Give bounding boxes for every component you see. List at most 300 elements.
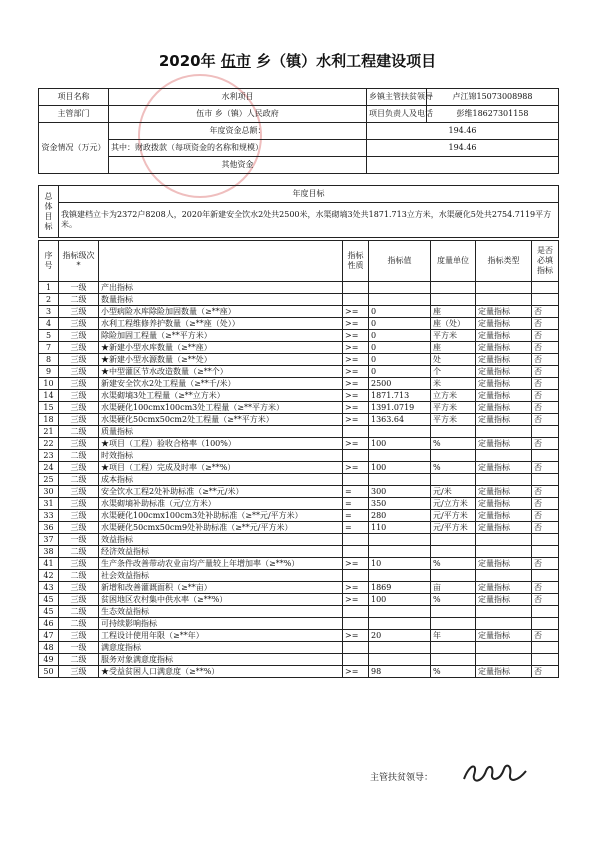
- dept-label: 主管部门: [39, 106, 109, 123]
- row-nature: >=: [343, 306, 369, 318]
- row-seq: 10: [39, 378, 59, 390]
- row-unit: [431, 426, 476, 438]
- row-seq: 8: [39, 354, 59, 366]
- row-value: 2500: [369, 378, 431, 390]
- row-level: 三级: [59, 414, 99, 426]
- row-level: 三级: [59, 666, 99, 678]
- row-unit: [431, 642, 476, 654]
- row-type: 定量指标: [476, 510, 532, 522]
- col-name: [99, 241, 343, 282]
- row-seq: 7: [39, 342, 59, 354]
- row-type: [476, 534, 532, 546]
- row-required: 否: [532, 306, 559, 318]
- row-nature: [343, 618, 369, 630]
- row-unit: [431, 474, 476, 486]
- row-nature: >=: [343, 582, 369, 594]
- title-town: 伍市: [220, 52, 251, 70]
- project-name-value: 水利项目: [109, 89, 367, 106]
- row-level: 三级: [59, 366, 99, 378]
- row-level: 三级: [59, 354, 99, 366]
- row-type: [476, 618, 532, 630]
- row-nature: [343, 546, 369, 558]
- document-title: [0, 50, 595, 71]
- row-level: 三级: [59, 390, 99, 402]
- row-nature: >=: [343, 462, 369, 474]
- goal-table: [38, 185, 559, 238]
- table-row: [39, 330, 559, 342]
- row-level: 三级: [59, 486, 99, 498]
- row-value: 20: [369, 630, 431, 642]
- row-unit: %: [431, 438, 476, 450]
- row-level: 一级: [59, 282, 99, 294]
- fund-total-value: 194.46: [367, 123, 559, 140]
- row-unit: %: [431, 462, 476, 474]
- row-value: 100: [369, 594, 431, 606]
- row-required: 否: [532, 630, 559, 642]
- row-name: 小型病险水库除险加固数量（≥**座）: [99, 306, 343, 318]
- row-level: 二级: [59, 654, 99, 666]
- row-value: 280: [369, 510, 431, 522]
- goal-label: 总体目标: [39, 186, 59, 238]
- row-name: 水渠硬化50cmx50cm9处补助标准（≥**元/平方米）: [99, 522, 343, 534]
- row-type: [476, 450, 532, 462]
- row-required: 否: [532, 438, 559, 450]
- row-seq: 31: [39, 498, 59, 510]
- row-name: 水利工程维修养护数量（≥**座（处））: [99, 318, 343, 330]
- row-required: [532, 534, 559, 546]
- col-type: 指标类型: [476, 241, 532, 282]
- row-unit: [431, 546, 476, 558]
- row-required: 否: [532, 666, 559, 678]
- row-value: 1869: [369, 582, 431, 594]
- row-value: 0: [369, 342, 431, 354]
- row-nature: >=: [343, 318, 369, 330]
- table-row: [39, 534, 559, 546]
- table-row: [39, 414, 559, 426]
- table-row: [39, 666, 559, 678]
- row-required: 否: [532, 366, 559, 378]
- row-seq: 46: [39, 618, 59, 630]
- row-nature: [343, 450, 369, 462]
- row-type: 定量指标: [476, 486, 532, 498]
- row-value: 1363.64: [369, 414, 431, 426]
- row-seq: 38: [39, 546, 59, 558]
- row-type: 定量指标: [476, 390, 532, 402]
- row-name: 水渠硬化100cmx100cm3处工程量（≥**平方米）: [99, 402, 343, 414]
- row-seq: 36: [39, 522, 59, 534]
- row-level: 三级: [59, 594, 99, 606]
- row-name: ★项目（工程）完成及时率（≥**%）: [99, 462, 343, 474]
- row-required: [532, 546, 559, 558]
- row-name: 质量指标: [99, 426, 343, 438]
- row-value: [369, 546, 431, 558]
- fund-other-label: 其他资金: [109, 157, 367, 174]
- table-row: [39, 402, 559, 414]
- row-type: 定量指标: [476, 594, 532, 606]
- row-unit: 元/立方米: [431, 498, 476, 510]
- row-required: 否: [532, 318, 559, 330]
- row-nature: >=: [343, 666, 369, 678]
- row-level: 三级: [59, 522, 99, 534]
- row-value: [369, 606, 431, 618]
- row-name: 服务对象满意度指标: [99, 654, 343, 666]
- row-nature: >=: [343, 378, 369, 390]
- table-row: [39, 510, 559, 522]
- row-seq: 50: [39, 666, 59, 678]
- row-nature: [343, 474, 369, 486]
- row-level: 三级: [59, 438, 99, 450]
- row-unit: 平方米: [431, 402, 476, 414]
- row-seq: 30: [39, 486, 59, 498]
- row-seq: 41: [39, 558, 59, 570]
- row-value: [369, 654, 431, 666]
- table-header-row: [39, 241, 559, 282]
- row-name: 生态效益指标: [99, 606, 343, 618]
- row-seq: 42: [39, 570, 59, 582]
- row-value: 10: [369, 558, 431, 570]
- table-row: [39, 546, 559, 558]
- row-nature: =: [343, 486, 369, 498]
- table-row: [39, 282, 559, 294]
- fund-other-value: [367, 157, 559, 174]
- row-level: 三级: [59, 378, 99, 390]
- row-unit: %: [431, 594, 476, 606]
- table-row: [39, 474, 559, 486]
- row-name: 生产条件改善带动农业亩均产量较上年增加率（≥**%）: [99, 558, 343, 570]
- row-seq: 24: [39, 462, 59, 474]
- row-type: [476, 474, 532, 486]
- row-level: 一级: [59, 642, 99, 654]
- row-seq: 47: [39, 630, 59, 642]
- row-name: 水渠砌墒补助标准（元/立方米）: [99, 498, 343, 510]
- row-value: [369, 282, 431, 294]
- row-unit: 元/平方米: [431, 522, 476, 534]
- row-unit: [431, 294, 476, 306]
- row-level: 三级: [59, 330, 99, 342]
- row-unit: 座: [431, 306, 476, 318]
- table-row: [39, 570, 559, 582]
- row-nature: [343, 642, 369, 654]
- row-level: 三级: [59, 318, 99, 330]
- row-name: 水渠砌墒3处工程量（≥**立方米）: [99, 390, 343, 402]
- row-level: 三级: [59, 306, 99, 318]
- row-name: ★受益贫困人口满意度（≥**%）: [99, 666, 343, 678]
- row-level: 三级: [59, 402, 99, 414]
- row-seq: 5: [39, 330, 59, 342]
- row-unit: [431, 570, 476, 582]
- row-seq: 9: [39, 366, 59, 378]
- col-level: 指标级次*: [59, 241, 99, 282]
- row-required: [532, 654, 559, 666]
- row-seq: 45: [39, 606, 59, 618]
- row-unit: 元/平方米: [431, 510, 476, 522]
- row-type: 定量指标: [476, 402, 532, 414]
- row-type: 定量指标: [476, 522, 532, 534]
- signer-label: 主管扶贫领导：: [370, 773, 434, 783]
- row-nature: >=: [343, 594, 369, 606]
- fund-fin-label: 其中：财政拨款（每项资金的名称和规模）: [109, 140, 367, 157]
- row-unit: 处: [431, 354, 476, 366]
- dept-value: 伍市 乡（镇）人民政府: [109, 106, 367, 123]
- table-row: [39, 522, 559, 534]
- row-unit: [431, 450, 476, 462]
- row-seq: 33: [39, 510, 59, 522]
- row-type: 定量指标: [476, 342, 532, 354]
- table-row: [39, 354, 559, 366]
- row-unit: 立方米: [431, 390, 476, 402]
- fund-label: 资金情况（万元）: [39, 123, 109, 174]
- row-value: [369, 450, 431, 462]
- row-nature: >=: [343, 366, 369, 378]
- table-row: [39, 450, 559, 462]
- row-level: 二级: [59, 426, 99, 438]
- row-seq: 14: [39, 390, 59, 402]
- manager-value: 彭维18627301158: [427, 106, 559, 123]
- row-value: [369, 570, 431, 582]
- row-value: 1871.713: [369, 390, 431, 402]
- row-seq: 49: [39, 654, 59, 666]
- row-value: 110: [369, 522, 431, 534]
- row-nature: >=: [343, 558, 369, 570]
- row-required: 否: [532, 510, 559, 522]
- goal-text: 我镇建档立卡为2372户8208人，2020年新建安全饮水2处共2500米，水渠砌墒3处共1871.713立方米，水渠硬化5处共2754.7119平方米。: [59, 203, 559, 238]
- row-required: [532, 450, 559, 462]
- row-level: 二级: [59, 618, 99, 630]
- row-type: 定量指标: [476, 366, 532, 378]
- col-seq: 序号: [39, 241, 59, 282]
- row-seq: 15: [39, 402, 59, 414]
- row-name: 成本指标: [99, 474, 343, 486]
- row-type: 定量指标: [476, 330, 532, 342]
- row-name: 经济效益指标: [99, 546, 343, 558]
- row-nature: >=: [343, 330, 369, 342]
- row-required: 否: [532, 330, 559, 342]
- col-nature: 指标性质: [343, 241, 369, 282]
- table-row: [39, 306, 559, 318]
- row-nature: >=: [343, 342, 369, 354]
- row-value: 100: [369, 438, 431, 450]
- row-unit: 元/米: [431, 486, 476, 498]
- row-level: 二级: [59, 294, 99, 306]
- row-required: [532, 606, 559, 618]
- row-level: 三级: [59, 558, 99, 570]
- row-value: 0: [369, 354, 431, 366]
- row-type: 定量指标: [476, 354, 532, 366]
- row-level: 二级: [59, 606, 99, 618]
- row-name: 水渠硬化100cmx100cm3处补助标准（≥**元/平方米）: [99, 510, 343, 522]
- table-row: [39, 390, 559, 402]
- row-value: 0: [369, 330, 431, 342]
- row-type: [476, 426, 532, 438]
- row-level: 一级: [59, 534, 99, 546]
- table-row: [39, 498, 559, 510]
- row-name: ★项目（工程）验收合格率（100%）: [99, 438, 343, 450]
- row-value: [369, 294, 431, 306]
- row-seq: 1: [39, 282, 59, 294]
- row-name: 产出指标: [99, 282, 343, 294]
- row-level: 三级: [59, 342, 99, 354]
- row-name: ★新建小型水库数量（≥**座）: [99, 342, 343, 354]
- row-required: 否: [532, 378, 559, 390]
- row-seq: 37: [39, 534, 59, 546]
- row-name: 除险加固工程量（≥**平方米）: [99, 330, 343, 342]
- row-level: 二级: [59, 450, 99, 462]
- row-seq: 45: [39, 594, 59, 606]
- row-nature: =: [343, 498, 369, 510]
- row-nature: =: [343, 522, 369, 534]
- row-level: 三级: [59, 582, 99, 594]
- row-unit: 平方米: [431, 330, 476, 342]
- table-row: [39, 462, 559, 474]
- row-seq: 22: [39, 438, 59, 450]
- row-type: [476, 642, 532, 654]
- row-unit: 座: [431, 342, 476, 354]
- table-row: [39, 558, 559, 570]
- table-row: [39, 654, 559, 666]
- row-value: 0: [369, 306, 431, 318]
- row-nature: [343, 294, 369, 306]
- row-seq: 2: [39, 294, 59, 306]
- row-type: [476, 570, 532, 582]
- row-required: 否: [532, 414, 559, 426]
- row-nature: [343, 534, 369, 546]
- row-required: 否: [532, 486, 559, 498]
- indicator-table: [38, 240, 559, 678]
- row-seq: 48: [39, 642, 59, 654]
- table-row: [39, 438, 559, 450]
- row-unit: [431, 654, 476, 666]
- row-unit: 年: [431, 630, 476, 642]
- row-seq: 18: [39, 414, 59, 426]
- row-nature: [343, 654, 369, 666]
- row-name: 新建安全饮水2处工程量（≥**千/米）: [99, 378, 343, 390]
- leader-value: 卢江锦15073008988: [427, 89, 559, 106]
- row-value: [369, 426, 431, 438]
- row-value: 0: [369, 366, 431, 378]
- row-unit: 个: [431, 366, 476, 378]
- table-row: [39, 582, 559, 594]
- row-nature: [343, 426, 369, 438]
- row-value: [369, 618, 431, 630]
- row-nature: [343, 606, 369, 618]
- handwritten-signature: [460, 757, 530, 789]
- row-unit: [431, 618, 476, 630]
- row-name: 满意度指标: [99, 642, 343, 654]
- row-required: [532, 618, 559, 630]
- row-required: [532, 474, 559, 486]
- row-unit: 亩: [431, 582, 476, 594]
- row-name: ★中型灌区节水改造数量（≥**个）: [99, 366, 343, 378]
- row-required: 否: [532, 402, 559, 414]
- row-required: [532, 426, 559, 438]
- table-row: [39, 378, 559, 390]
- row-type: 定量指标: [476, 666, 532, 678]
- project-info-table: [38, 88, 559, 174]
- row-required: 否: [532, 462, 559, 474]
- row-level: 三级: [59, 498, 99, 510]
- row-unit: 平方米: [431, 414, 476, 426]
- table-row: [39, 642, 559, 654]
- row-value: [369, 534, 431, 546]
- row-type: 定量指标: [476, 462, 532, 474]
- row-unit: [431, 282, 476, 294]
- row-required: 否: [532, 390, 559, 402]
- row-name: 工程设计使用年限（≥**年）: [99, 630, 343, 642]
- row-type: 定量指标: [476, 378, 532, 390]
- row-required: 否: [532, 558, 559, 570]
- row-required: 否: [532, 582, 559, 594]
- row-name: 可持续影响指标: [99, 618, 343, 630]
- row-value: 98: [369, 666, 431, 678]
- row-unit: %: [431, 666, 476, 678]
- row-type: 定量指标: [476, 438, 532, 450]
- row-name: 贫困地区农村集中供水率（≥**%）: [99, 594, 343, 606]
- row-value: [369, 642, 431, 654]
- table-row: [39, 486, 559, 498]
- row-type: [476, 606, 532, 618]
- row-type: 定量指标: [476, 414, 532, 426]
- goal-header: 年度目标: [59, 186, 559, 203]
- row-seq: 21: [39, 426, 59, 438]
- row-type: [476, 654, 532, 666]
- manager-label: 项目负责人及电话: [367, 106, 427, 123]
- row-unit: [431, 534, 476, 546]
- row-name: 新增和改善灌溉面积（≥**亩）: [99, 582, 343, 594]
- row-level: 三级: [59, 630, 99, 642]
- fund-fin-value: 194.46: [367, 140, 559, 157]
- table-row: [39, 594, 559, 606]
- title-suffix: 乡（镇）水利工程建设项目: [256, 52, 437, 70]
- row-name: 社会效益指标: [99, 570, 343, 582]
- row-seq: 4: [39, 318, 59, 330]
- row-seq: 3: [39, 306, 59, 318]
- row-nature: [343, 282, 369, 294]
- row-name: 数量指标: [99, 294, 343, 306]
- row-value: 1391.0719: [369, 402, 431, 414]
- title-year: 2020年: [158, 52, 216, 70]
- row-value: 350: [369, 498, 431, 510]
- table-row: [39, 606, 559, 618]
- row-name: ★新建小型水源数量（≥**处）: [99, 354, 343, 366]
- row-required: 否: [532, 354, 559, 366]
- row-required: 否: [532, 498, 559, 510]
- row-type: 定量指标: [476, 306, 532, 318]
- row-name: 效益指标: [99, 534, 343, 546]
- row-nature: >=: [343, 354, 369, 366]
- table-row: [39, 426, 559, 438]
- row-nature: >=: [343, 438, 369, 450]
- table-row: [39, 294, 559, 306]
- row-type: 定量指标: [476, 558, 532, 570]
- row-nature: >=: [343, 402, 369, 414]
- col-required: 是否必填指标: [532, 241, 559, 282]
- row-value: 100: [369, 462, 431, 474]
- row-nature: [343, 570, 369, 582]
- table-row: [39, 342, 559, 354]
- row-required: 否: [532, 342, 559, 354]
- row-required: [532, 282, 559, 294]
- row-type: 定量指标: [476, 498, 532, 510]
- row-type: 定量指标: [476, 318, 532, 330]
- col-value: 指标值: [369, 241, 431, 282]
- row-type: [476, 546, 532, 558]
- table-row: [39, 318, 559, 330]
- row-unit: 座（处）: [431, 318, 476, 330]
- row-unit: [431, 606, 476, 618]
- row-type: 定量指标: [476, 630, 532, 642]
- row-level: 二级: [59, 570, 99, 582]
- row-value: [369, 474, 431, 486]
